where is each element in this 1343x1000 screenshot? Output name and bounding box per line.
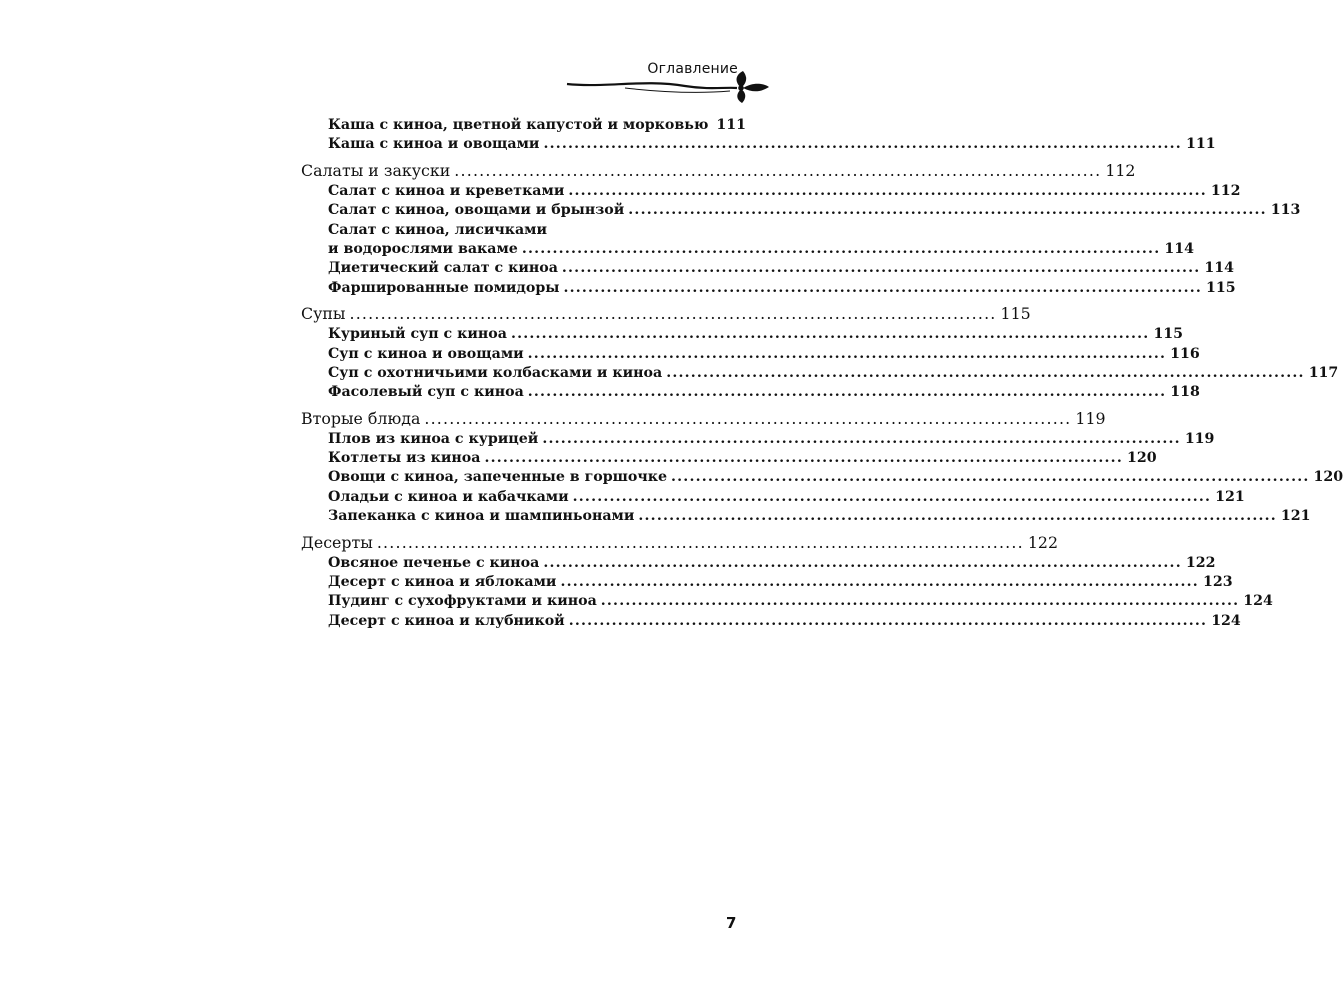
toc-entry-page-number: 118 <box>1170 384 1200 401</box>
toc-entry-page-number: 115 <box>1153 326 1184 343</box>
toc-entry-title: Пудинг с сухофруктами и киноа <box>328 593 597 610</box>
toc-entry-title: Каша с киноа, цветной капустой и морковью <box>328 117 709 133</box>
toc-entry-title: и водорослями вакаме <box>328 240 518 257</box>
toc-entry-title: Диетический салат с киноа <box>328 260 558 277</box>
toc-entry-title: Салат с киноа, лисичками <box>328 221 548 238</box>
toc-dot-leader <box>424 408 1071 430</box>
toc-entry-title: Вторые блюда <box>301 408 421 428</box>
toc-dot-leader <box>528 345 1167 364</box>
toc-entry-title: Суп с охотничьими колбасками и киноа <box>328 364 663 381</box>
toc-dot-leader <box>628 201 1267 220</box>
toc-entry-page-number: 117 <box>1308 364 1339 381</box>
toc-dot-leader <box>560 573 1199 592</box>
toc-entry-page-number: 124 <box>1243 593 1273 610</box>
toc-entry-title: Фаршированные помидоры <box>328 279 560 296</box>
toc-dot-leader <box>528 383 1167 402</box>
toc-entry-page-number: 122 <box>1027 532 1058 552</box>
toc-entry-page-number: 113 <box>1270 202 1301 219</box>
toc-dot-leader <box>454 160 1101 182</box>
toc-recipe-entry[interactable] <box>301 135 1216 154</box>
toc-entry-title: Салаты и закуски <box>301 160 451 180</box>
toc-entry-page-number: 119 <box>1184 430 1215 447</box>
toc-dot-leader <box>484 449 1123 468</box>
toc-dot-leader <box>562 259 1201 278</box>
toc-recipe-entry[interactable] <box>301 201 1301 220</box>
toc-recipe-entry[interactable] <box>301 240 1194 259</box>
toc-entry-title: Фасолевый суп с киноа <box>328 384 524 401</box>
toc-entry-page-number: 115 <box>1000 304 1031 324</box>
toc-recipe-entry[interactable] <box>301 430 1215 449</box>
toc-entry-title: Овощи с киноа, запеченные в горшочке <box>328 469 668 486</box>
toc-recipe-entry[interactable] <box>301 488 1245 507</box>
toc-recipe-entry[interactable] <box>301 259 1235 278</box>
toc-recipe-entry[interactable] <box>301 554 1216 573</box>
toc-dot-leader <box>568 182 1207 201</box>
toc-entry-page-number: 115 <box>1206 279 1236 296</box>
toc-dot-leader <box>601 592 1240 611</box>
toc-dot-leader <box>349 303 996 325</box>
toc-section-entry[interactable] <box>301 303 1031 325</box>
toc-entry-title: Супы <box>301 304 346 324</box>
toc-dot-leader <box>377 532 1024 554</box>
table-of-contents <box>301 116 1343 631</box>
toc-dot-leader <box>511 325 1150 344</box>
toc-dot-leader <box>638 507 1277 526</box>
toc-entry-title: Оладьи с киноа и кабачками <box>328 488 569 505</box>
header-ornament-icon <box>565 70 770 104</box>
toc-recipe-entry[interactable] <box>301 221 735 240</box>
toc-entry-title: Куриный суп с киноа <box>328 326 507 343</box>
toc-entry-page-number: 111 <box>716 117 747 133</box>
toc-entry-title: Салат с киноа, овощами и брынзой <box>328 202 625 219</box>
toc-entry-page-number: 114 <box>1204 260 1235 277</box>
page-number: 7 <box>726 914 737 932</box>
toc-entry-title: Плов из киноа с курицей <box>328 430 539 447</box>
toc-entry-title: Каша с киноа и овощами <box>328 136 540 153</box>
toc-dot-leader <box>573 488 1212 507</box>
toc-recipe-entry[interactable] <box>301 325 1184 344</box>
toc-dot-leader <box>522 240 1161 259</box>
toc-entry-page-number: 119 <box>1075 408 1106 428</box>
toc-recipe-entry[interactable] <box>301 573 1233 592</box>
toc-dot-leader <box>542 430 1181 449</box>
toc-recipe-entry[interactable] <box>301 345 1200 364</box>
toc-recipe-entry[interactable] <box>301 116 747 135</box>
toc-entry-page-number: 120 <box>1313 469 1343 486</box>
toc-recipe-entry[interactable] <box>301 449 1157 468</box>
toc-dot-leader <box>666 364 1305 383</box>
toc-entry-title: Овсяное печенье с киноа <box>328 554 540 571</box>
toc-entry-title: Запеканка с киноа и шампиньонами <box>328 508 635 525</box>
toc-recipe-entry[interactable] <box>301 612 1241 631</box>
toc-recipe-entry[interactable] <box>301 592 1273 611</box>
toc-entry-page-number: 116 <box>1170 345 1200 362</box>
toc-entry-page-number: 112 <box>1105 160 1136 180</box>
toc-entry-title: Десерт с киноа и клубникой <box>328 612 565 629</box>
toc-recipe-entry[interactable] <box>301 507 1311 526</box>
toc-dot-leader <box>543 554 1182 573</box>
toc-entry-page-number: 114 <box>1164 240 1194 257</box>
toc-entry-page-number: 111 <box>1185 136 1216 153</box>
toc-entry-title: Суп с киноа и овощами <box>328 345 524 362</box>
toc-recipe-entry[interactable] <box>301 364 1339 383</box>
toc-entry-page-number: 123 <box>1202 574 1233 591</box>
toc-dot-leader <box>543 135 1182 154</box>
toc-recipe-entry[interactable] <box>301 279 1236 298</box>
toc-entry-title: Салат с киноа и креветками <box>328 182 565 199</box>
toc-section-entry[interactable] <box>301 408 1106 430</box>
toc-recipe-entry[interactable] <box>301 383 1200 402</box>
toc-entry-page-number: 120 <box>1126 450 1157 467</box>
toc-dot-leader <box>564 279 1203 298</box>
toc-entry-title: Котлеты из киноа <box>328 450 481 467</box>
toc-entry-page-number: 112 <box>1210 182 1241 199</box>
toc-entry-page-number: 121 <box>1215 488 1245 505</box>
toc-dot-leader <box>671 468 1310 487</box>
toc-entry-page-number: 121 <box>1280 508 1311 525</box>
toc-section-entry[interactable] <box>301 160 1136 182</box>
toc-entry-page-number: 122 <box>1185 554 1216 571</box>
toc-dot-leader <box>569 612 1208 631</box>
toc-recipe-entry[interactable] <box>301 468 1343 487</box>
running-header-title: Оглавление <box>647 61 738 77</box>
toc-entry-title: Десерты <box>301 532 373 552</box>
toc-entry-title: Десерт с киноа и яблоками <box>328 574 557 591</box>
toc-recipe-entry[interactable] <box>301 182 1241 201</box>
toc-entry-page-number: 124 <box>1211 612 1241 629</box>
toc-section-entry[interactable] <box>301 532 1058 554</box>
